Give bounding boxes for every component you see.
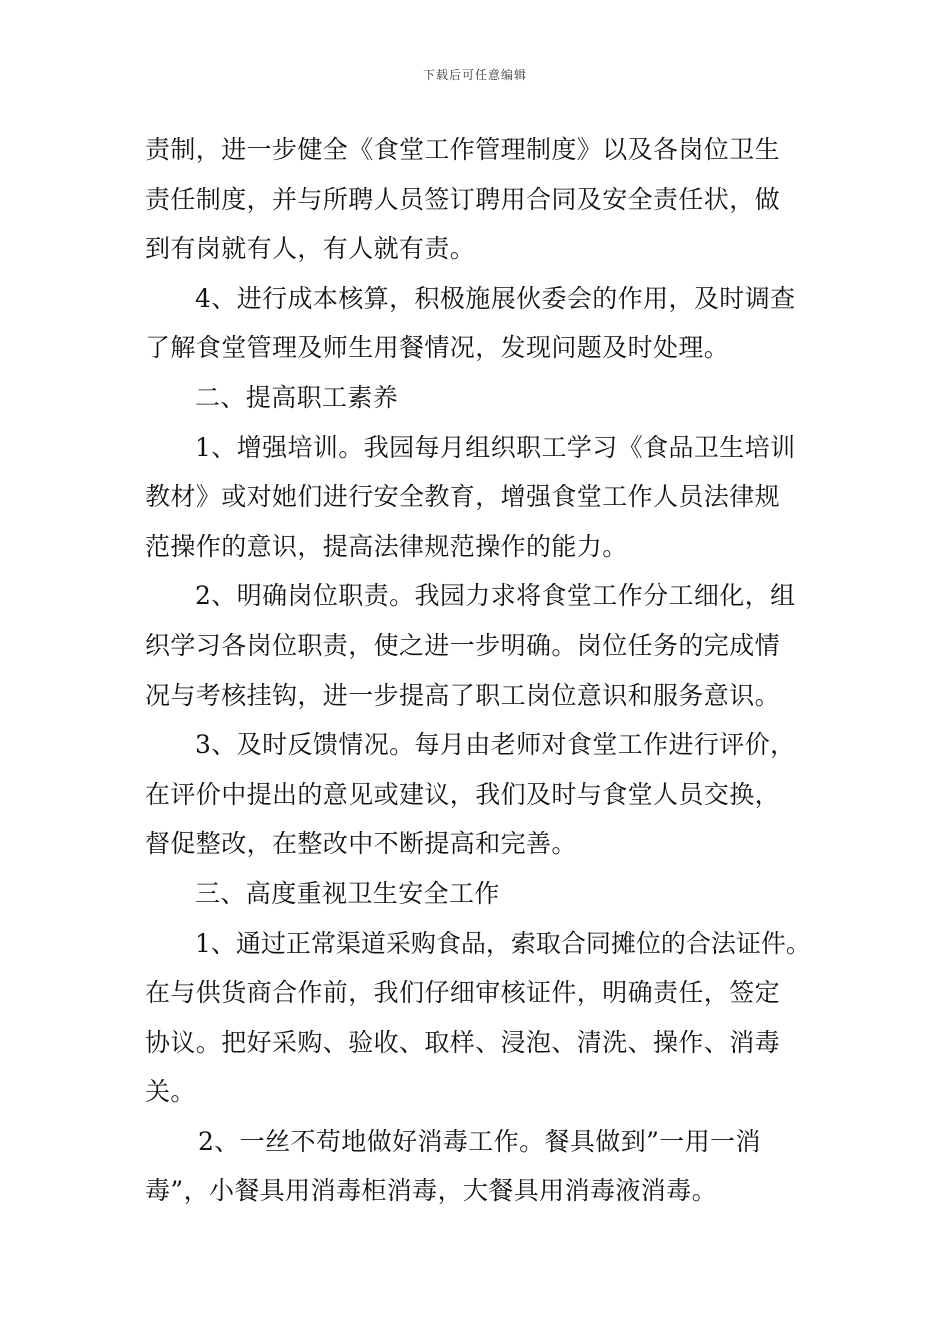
document-body xyxy=(145,125,815,1216)
text-line: 了解食堂管理及师生用餐情况，发现问题及时处理。 xyxy=(145,333,730,363)
text-line: 4、进行成本核算，积极施展伙委会的作用，及时调查 xyxy=(195,283,796,313)
section-heading: 二、提高职工素养 xyxy=(195,382,399,412)
text-line: 督促整改，在整改中不断提高和完善。 xyxy=(145,829,577,859)
page-header-note: 下载后可任意编辑 xyxy=(422,68,527,82)
text-line: 况与考核挂钩，进一步提高了职工岗位意识和服务意识。 xyxy=(145,680,781,710)
text-line: 在评价中提出的意见或建议，我们及时与食堂人员交换， xyxy=(145,779,781,809)
text-line: 在与供货商合作前，我们仔细审核证件，明确责任，签定 xyxy=(145,978,781,1008)
text-line: 1、通过正常渠道采购食品，索取合同摊位的合法证件。 xyxy=(195,928,811,958)
text-line: 毒”，小餐具用消毒柜消毒，大餐具用消毒液消毒。 xyxy=(145,1176,717,1206)
text-line: 责制，进一步健全《食堂工作管理制度》以及各岗位卫生 xyxy=(145,135,781,164)
text-line: 2、一丝不苟地做好消毒工作。餐具做到”一用一消 xyxy=(198,1126,761,1156)
text-line: 2、明确岗位职责。我园力求将食堂工作分工细化，组 xyxy=(195,581,796,611)
text-line: 1、增强培训。我园每月组织职工学习《食品卫生培训 xyxy=(195,432,796,462)
text-line: 责任制度，并与所聘人员签订聘用合同及安全责任状，做 xyxy=(145,184,781,214)
text-line: 教材》或对她们进行安全教育，增强食堂工作人员法律规 xyxy=(145,482,781,512)
text-line: 织学习各岗位职责，使之进一步明确。岗位任务的完成情 xyxy=(145,630,781,660)
text-line: 协议。把好采购、验收、取样、浸泡、清洗、操作、消毒 xyxy=(145,1027,781,1057)
text-line: 到有岗就有人，有人就有责。 xyxy=(145,234,476,264)
section-heading: 三、高度重视卫生安全工作 xyxy=(195,878,500,908)
text-line: 3、及时反馈情况。每月由老师对食堂工作进行评价， xyxy=(195,730,796,760)
text-line: 关。 xyxy=(145,1077,196,1107)
text-line: 范操作的意识，提高法律规范操作的能力。 xyxy=(145,531,628,561)
